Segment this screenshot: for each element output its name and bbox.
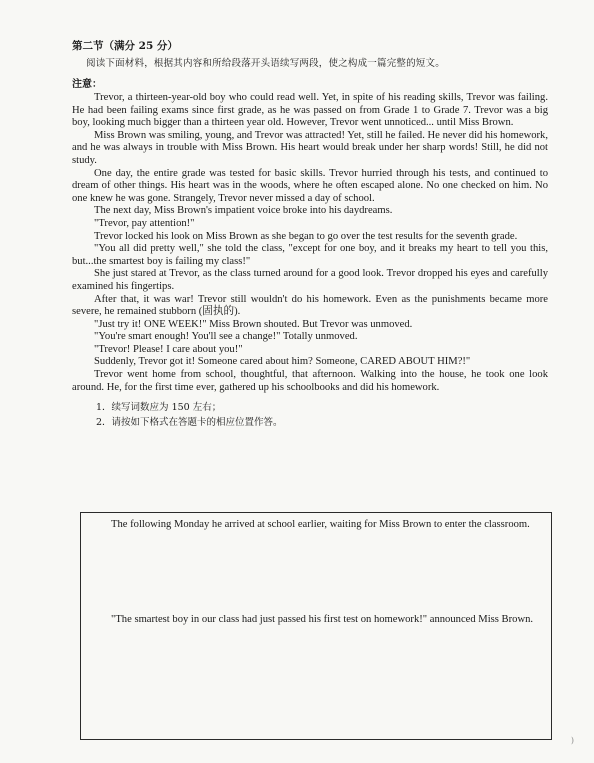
answer-paragraph-1-opening: The following Monday he arrived at school earlier, waiting for Miss Brown to enter the classroom.	[111, 519, 530, 530]
story-paragraph: She just stared at Trevor, as the class turned around for a good look. Trevor dropped his eyes and carefully examined his fingertips.	[72, 268, 548, 292]
story-text	[72, 92, 548, 394]
requirement-item: 2．请按如下格式在答题卡的相应位置作答。	[96, 417, 283, 429]
requirement-item: 1．续写词数应为 150 左右；	[96, 402, 222, 414]
story-paragraph: Suddenly, Trevor got it! Someone cared about him? Someone, CARED ABOUT HIM?!"	[94, 356, 471, 368]
instruction-text: 阅读下面材料，根据其内容和所给段落开头语续写两段，使之构成一篇完整的短文。	[86, 58, 445, 69]
answer-paragraph-2-opening: "The smartest boy in our class had just passed his first test on homework!" announced Miss Brown.	[111, 614, 534, 625]
story-paragraph: Miss Brown was smiling, young, and Trevor was attracted! Yet, still he failed. He never did his homework, and he was always in trouble with Miss Brown. His heart would break under her sharp words! Still, he did not study.	[72, 129, 548, 166]
story-paragraph: Trevor went home from school, thoughtful, that afternoon. Walking into the house, he took one look around. He, for the first time ever, gathered up his schoolbooks and did his homework.	[72, 369, 548, 393]
page-mark: )	[570, 736, 574, 745]
story-paragraph: One day, the entire grade was tested for basic skills. Trevor hurried through his tests, and continued to dream of other things. His heart was in the woods, where he often escaped alone. No one checked on him. No one knew he was gone. Strangely, Trevor never missed a day of school.	[72, 167, 548, 204]
story-paragraph: "You're smart enough! You'll see a change!" Totally unmoved.	[94, 331, 358, 343]
story-paragraph: "Just try it! ONE WEEK!" Miss Brown shouted. But Trevor was unmoved.	[94, 318, 413, 330]
story-paragraph: "Trevor, pay attention!"	[94, 217, 195, 229]
story-paragraph: Trevor, a thirteen-year-old boy who could read well. Yet, in spite of his reading skills, Trevor was failing. He had been failing exams since first grade, as he was passed on from Grade 1 to Grade 7. Trevor was a big boy, looking much bigger than a thirteen year old. However, Trevor went unnoticed... until Miss Brown.	[72, 92, 548, 129]
story-paragraph: The next day, Miss Brown's impatient voice broke into his daydreams.	[94, 205, 393, 217]
story-paragraph: "You all did pretty well," she told the class, "except for one boy, and it breaks my heart to tell you this, but...the smartest boy is failing my class!"	[72, 243, 548, 267]
answer-box[interactable]	[80, 512, 552, 740]
note-label: 注意：	[72, 79, 102, 90]
story-paragraph: "Trevor! Please! I care about you!"	[94, 343, 243, 355]
section-title: 第二节（满分 25 分）	[72, 40, 178, 52]
story-paragraph: After that, it was war! Trevor still wouldn't do his homework. Even as the punishments became more severe, he remained stubborn (固执的).	[72, 293, 548, 318]
requirements-list	[72, 400, 548, 430]
story-paragraph: Trevor locked his look on Miss Brown as she began to go over the test results for the seventh grade.	[94, 230, 518, 242]
